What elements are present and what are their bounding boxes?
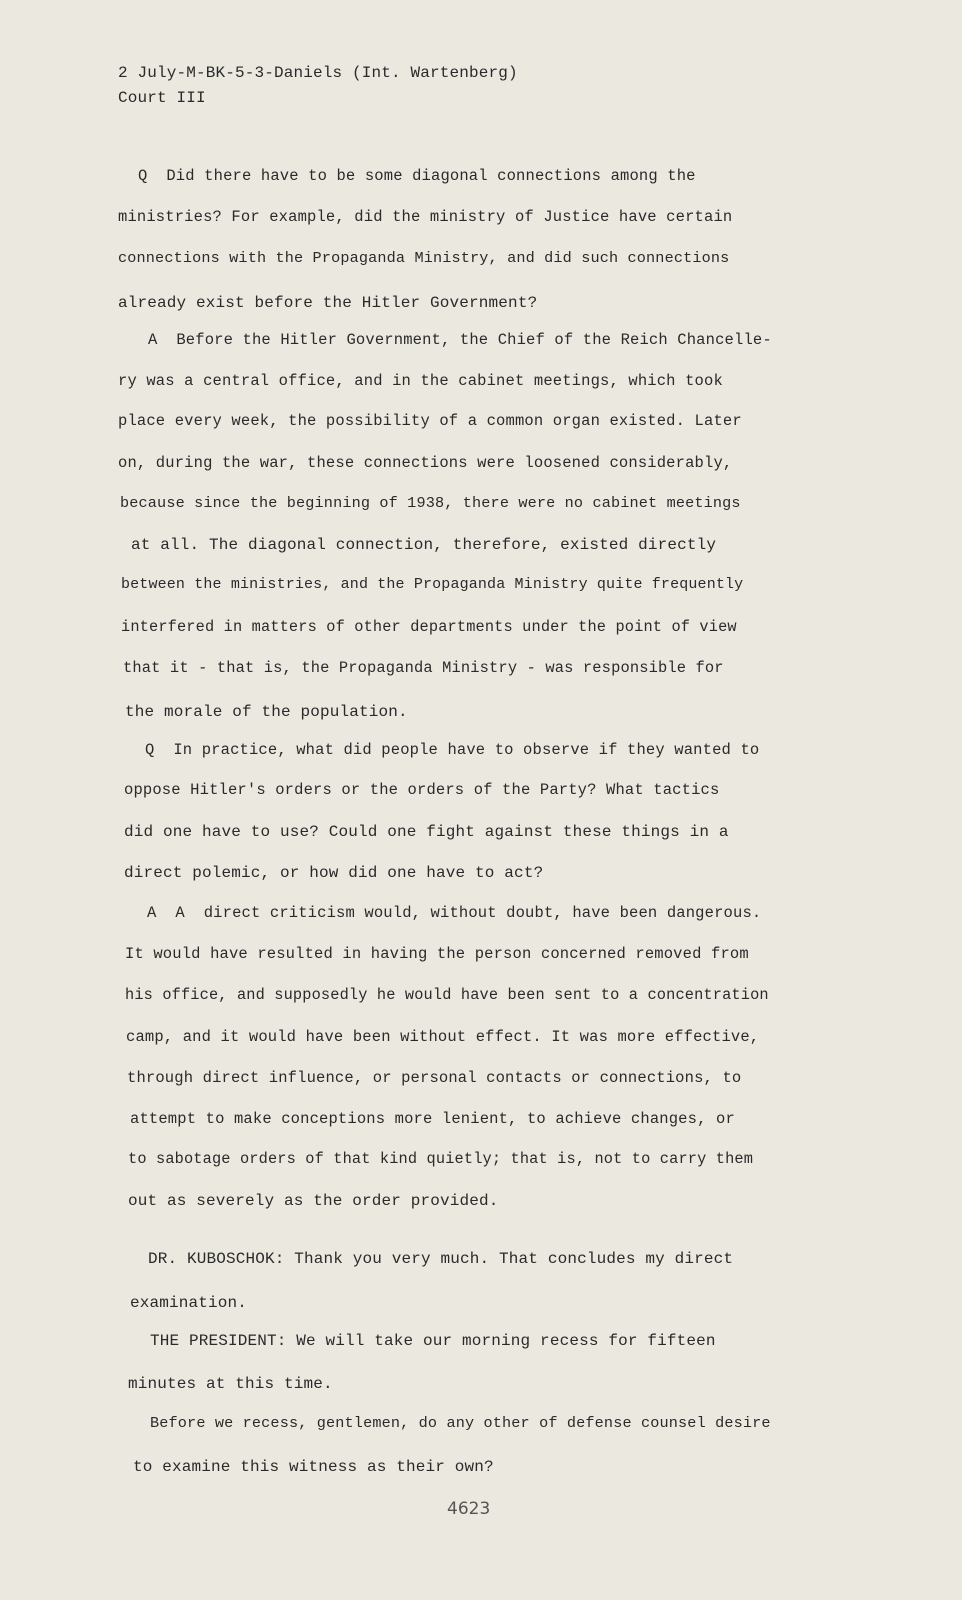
- body-line: THE PRESIDENT: We will take our morning recess for fifteen: [150, 1332, 716, 1350]
- header-case-line: 2 July-M-BK-5-3-Daniels (Int. Wartenberg): [118, 64, 518, 82]
- body-line: interfered in matters of other departments under the point of view: [121, 618, 737, 636]
- body-line: out as severely as the order provided.: [128, 1192, 499, 1210]
- body-line: did one have to use? Could one fight against these things in a: [124, 823, 729, 841]
- body-line: already exist before the Hitler Government?: [118, 294, 538, 312]
- body-line: between the ministries, and the Propaganda Ministry quite frequently: [121, 576, 744, 593]
- body-line: camp, and it would have been without effect. It was more effective,: [126, 1028, 760, 1046]
- body-line: that it - that is, the Propaganda Ministry - was responsible for: [123, 659, 724, 677]
- body-line: at all. The diagonal connection, therefore, existed directly: [131, 536, 717, 554]
- body-line: It would have resulted in having the person concerned removed from: [125, 945, 749, 963]
- body-line: through direct influence, or personal contacts or connections, to: [127, 1069, 742, 1087]
- body-line: direct polemic, or how did one have to act?: [124, 864, 544, 882]
- body-line: examination.: [130, 1294, 248, 1312]
- body-line: ry was a central office, and in the cabinet meetings, which took: [118, 372, 723, 390]
- body-line: connections with the Propaganda Ministry, and did such connections: [118, 249, 730, 267]
- body-line: DR. KUBOSCHOK: Thank you very much. That concludes my direct: [148, 1250, 734, 1268]
- body-line: place every week, the possibility of a common organ existed. Later: [118, 412, 742, 430]
- body-line: because since the beginning of 1938, there were no cabinet meetings: [120, 494, 741, 512]
- body-line: minutes at this time.: [128, 1375, 333, 1393]
- body-line: oppose Hitler's orders or the orders of the Party? What tactics: [124, 781, 720, 799]
- body-line: to examine this witness as their own?: [133, 1458, 494, 1476]
- body-line: the morale of the population.: [125, 703, 408, 721]
- body-line: on, during the war, these connections were loosened considerably,: [118, 454, 733, 472]
- header-court-line: Court III: [118, 89, 206, 107]
- body-line: Q Did there have to be some diagonal connections among the: [138, 167, 696, 185]
- body-line: ministries? For example, did the ministry of Justice have certain: [118, 208, 733, 226]
- body-line: A A direct criticism would, without doubt, have been dangerous.: [147, 904, 762, 922]
- body-line: attempt to make conceptions more lenient, to achieve changes, or: [130, 1110, 735, 1128]
- body-line: to sabotage orders of that kind quietly; that is, not to carry them: [128, 1150, 754, 1168]
- body-line: his office, and supposedly he would have been sent to a concentration: [125, 986, 769, 1004]
- page-number: 4623: [447, 1499, 491, 1519]
- body-line: A Before the Hitler Government, the Chief of the Reich Chancelle-: [148, 331, 772, 349]
- body-line: Before we recess, gentlemen, do any other of defense counsel desire: [150, 1414, 771, 1432]
- body-line: Q In practice, what did people have to observe if they wanted to: [145, 741, 760, 759]
